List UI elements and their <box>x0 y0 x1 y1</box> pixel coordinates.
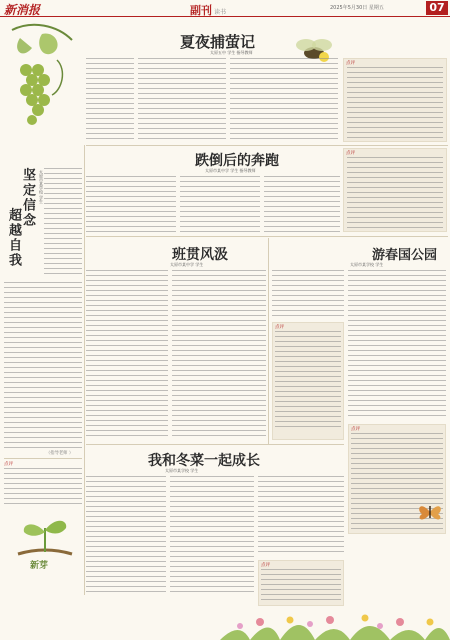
body-winter-3 <box>258 476 344 556</box>
byline-firefly: 太原五中 学生 指导教师 <box>210 50 253 55</box>
divider-left-2 <box>4 458 82 459</box>
newspaper-logo: 新消报 <box>4 3 41 17</box>
comment-label-winter: 点评 <box>261 563 270 568</box>
divider-1 <box>86 145 448 146</box>
body-winter-1 <box>86 476 166 596</box>
divider-left <box>84 145 85 595</box>
divider-mid <box>268 238 269 444</box>
divider-3 <box>86 444 344 445</box>
body-faith-1 <box>44 168 82 276</box>
teacher-note-faith: （指导老师 ） <box>46 451 74 456</box>
body-firefly-1 <box>86 58 134 142</box>
body-faith-2 <box>4 282 82 448</box>
headline-faith-1: 坚定信念 <box>20 168 35 228</box>
comment-label-1: 点评 <box>346 61 355 66</box>
masthead <box>0 0 450 17</box>
divider-2 <box>86 236 448 237</box>
headline-wind: 班贯风汲 <box>172 247 228 263</box>
issue-date: 2025年5月30日 星期五 <box>330 5 384 11</box>
headline-running: 跌倒后的奔跑 <box>195 153 279 169</box>
comment-label-park: 点评 <box>351 427 360 432</box>
headline-faith-2: 超越自我 <box>6 208 21 268</box>
byline-wind: 太原市某中学 学生 <box>170 262 204 267</box>
body-wind-3 <box>272 270 344 318</box>
byline-park: 太原市某学校 学生 <box>350 262 384 267</box>
sprout-caption: 新芽 <box>30 561 49 571</box>
comment-label-2: 点评 <box>346 151 355 156</box>
sprout-illustration <box>8 510 82 560</box>
body-firefly-2 <box>138 58 226 142</box>
body-running-3 <box>264 176 340 232</box>
body-park-1 <box>348 270 446 420</box>
body-firefly-3 <box>230 58 338 142</box>
comment-label-left: 点评 <box>4 462 13 467</box>
comment-text-left <box>4 468 82 504</box>
byline-faith: 太原市某学校 学生 <box>39 170 44 204</box>
comment-text-wind <box>275 331 341 431</box>
body-winter-2 <box>170 476 254 596</box>
byline-running: 太原市某中学 学生 指导教师 <box>205 168 256 173</box>
headline-park: 游春国公园 <box>372 248 438 263</box>
comment-label-wind: 点评 <box>275 325 284 330</box>
comment-text-2 <box>347 157 443 229</box>
section-subtitle: 读书 <box>214 9 227 16</box>
flower-field-illustration <box>220 590 450 640</box>
byline-winter: 太原市某学校 学生 <box>165 468 199 473</box>
grape-illustration <box>2 20 80 140</box>
section-title: 副刊 读书 <box>190 4 227 17</box>
body-running-1 <box>86 176 176 232</box>
comment-text-1 <box>347 67 443 139</box>
butterfly-illustration <box>416 500 444 524</box>
page-number: 07 <box>426 1 448 15</box>
headline-winter: 我和冬菜一起成长 <box>148 453 260 469</box>
body-running-2 <box>180 176 260 232</box>
body-wind-1 <box>86 270 168 440</box>
headline-firefly: 夏夜捕萤记 <box>180 33 256 51</box>
body-wind-2 <box>172 270 266 440</box>
